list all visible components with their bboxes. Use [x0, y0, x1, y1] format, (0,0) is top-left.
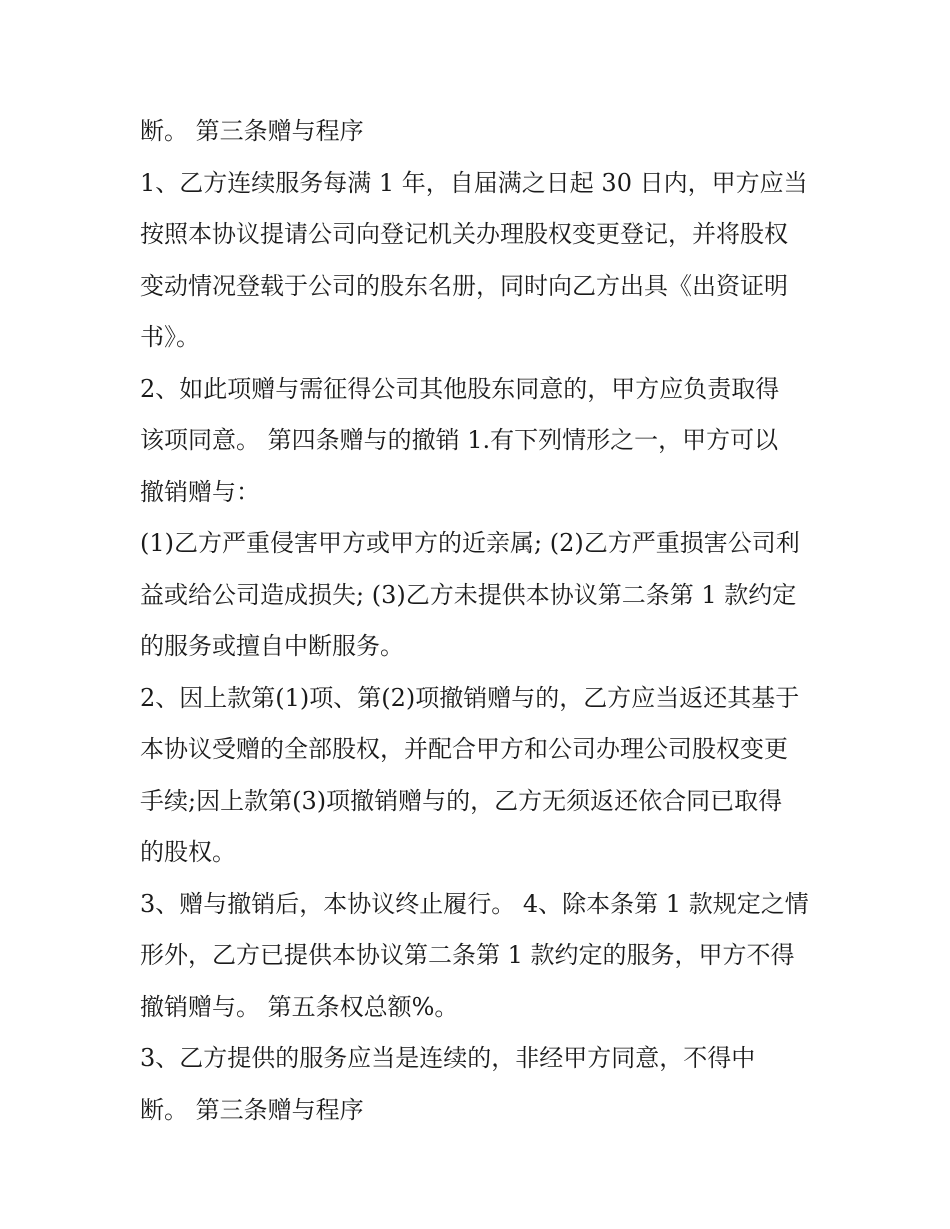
text-line: 的服务或擅自中断服务。 [140, 632, 404, 660]
text-line: 撤销赠与： [140, 477, 260, 506]
text-line: 撤销赠与。 第五条权总额%。 [140, 992, 459, 1021]
text-line: 3、乙方提供的服务应当是连续的，非经甲方同意，不得中 [140, 1044, 756, 1072]
text-line: 按照本协议提请公司向登记机关办理股权变更登记，并将股权 [140, 220, 788, 248]
text-line: 2、因上款第(1)项、第(2)项撤销赠与的，乙方应当返还其基于 [140, 683, 800, 712]
text-line: 手续;因上款第(3)项撤销赠与的，乙方无须返还依合同已取得 [140, 786, 783, 815]
text-line: 1、乙方连续服务每满 1 年，自届满之日起 30 日内，甲方应当 [140, 168, 808, 197]
text-line: 2、如此项赠与需征得公司其他股东同意的，甲方应负责取得 [140, 374, 780, 403]
text-line: 断。 第三条赠与程序 [140, 117, 364, 145]
text-line: 本协议受赠的全部股权，并配合甲方和公司办理公司股权变更 [140, 735, 788, 763]
text-line: 的股权。 [140, 838, 236, 866]
text-line: 3、赠与撤销后，本协议终止履行。 4、除本条第 1 款规定之情 [140, 889, 809, 918]
text-line: (1)乙方严重侵害甲方或甲方的近亲属; (2)乙方严重损害公司利 [140, 529, 800, 557]
text-line: 书》。 [140, 323, 200, 351]
text-line: 形外，乙方已提供本协议第二条第 1 款约定的服务，甲方不得 [140, 941, 795, 969]
document-body [140, 106, 820, 1136]
text-line: 变动情况登载于公司的股东名册，同时向乙方出具《出资证明 [140, 271, 788, 300]
text-line: 该项同意。 第四条赠与的撤销 1.有下列情形之一，甲方可以 [140, 426, 779, 454]
text-line: 断。 第三条赠与程序 [140, 1095, 364, 1124]
text-line: 益或给公司造成损失; (3)乙方未提供本协议第二条第 1 款约定 [140, 580, 797, 609]
